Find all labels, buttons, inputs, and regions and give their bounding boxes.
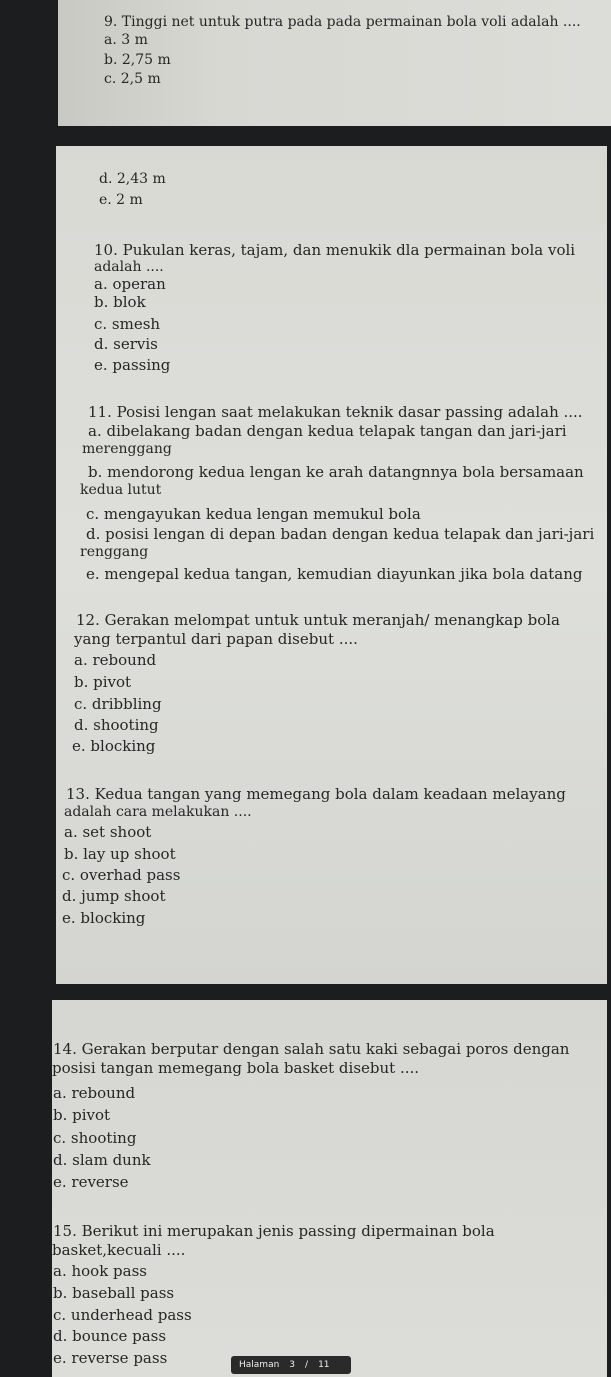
q13-question-line2: adalah cara melakukan .... [64,804,252,820]
q15-option-c: c. underhead pass [53,1306,192,1324]
q12-question-line1: 12. Gerakan melompat untuk untuk meranjah/ menangkap bola [76,611,560,629]
q14-option-a: a. rebound [53,1084,136,1102]
q10-option-b: b. blok [94,293,146,311]
q9-option-d: d. 2,43 m [99,171,166,187]
q13-option-e: e. blocking [62,909,146,927]
q10-question-line2: adalah .... [94,259,164,275]
q11-question: 11. Posisi lengan saat melakukan teknik dasar passing adalah .... [88,403,583,421]
q15-option-d: d. bounce pass [53,1327,167,1345]
q11-option-c: c. mengayukan kedua lengan memukul bola [86,505,421,523]
q13-question-line1: 13. Kedua tangan yang memegang bola dalam keadaan melayang [66,785,566,803]
q14-option-b: b. pivot [53,1106,111,1124]
page-indicator-separator: / [305,1360,309,1370]
q11-option-d-line2: renggang [80,544,149,560]
q15-question-line1: 15. Berikut ini merupakan jenis passing dipermainan bola [53,1222,495,1240]
q12-option-a: a. rebound [74,651,157,669]
q15-option-e: e. reverse pass [53,1349,168,1367]
page-indicator-total: 11 [318,1360,330,1370]
q12-option-c: c. dribbling [74,695,162,713]
page-indicator-label: Halaman [239,1360,280,1370]
q13-option-a: a. set shoot [64,823,152,841]
q12-option-b: b. pivot [74,673,132,691]
q9-option-e: e. 2 m [99,192,143,208]
q11-option-e: e. mengepal kedua tangan, kemudian diayunkan jika bola datang [86,565,583,583]
q9-option-c: c. 2,5 m [104,71,161,87]
q12-question-line2: yang terpantul dari papan disebut .... [74,630,358,648]
q14-question-line2: posisi tangan memegang bola basket disebut .... [52,1059,420,1077]
q10-option-d: d. servis [94,335,158,353]
q11-option-d-line1: d. posisi lengan di depan badan dengan kedua telapak dan jari-jari [86,525,595,543]
page-indicator [231,1356,351,1374]
q14-option-e: e. reverse [53,1173,129,1191]
q12-option-d: d. shooting [74,716,159,734]
q10-question-line1: 10. Pukulan keras, tajam, dan menukik dla permainan bola voli [94,241,576,259]
q15-question-line2: basket,kecuali .... [52,1241,186,1259]
q14-option-d: d. slam dunk [53,1151,151,1169]
q12-option-e: e. blocking [72,737,156,755]
q9-option-b: b. 2,75 m [104,52,171,68]
q11-option-a-line2: merenggang [82,441,172,457]
q10-option-a: a. operan [94,275,166,293]
page-indicator-current: 3 [289,1360,296,1370]
q11-option-b-line1: b. mendorong kedua lengan ke arah datangnnya bola bersamaan [88,463,584,481]
q13-option-d: d. jump shoot [62,887,166,905]
q11-option-a-line1: a. dibelakang badan dengan kedua telapak tangan dan jari-jari [88,422,567,440]
q9-question: 9. Tinggi net untuk putra pada pada permainan bola voli adalah .... [104,14,581,30]
q13-option-b: b. lay up shoot [64,845,176,863]
q14-question-line1: 14. Gerakan berputar dengan salah satu kaki sebagai poros dengan [53,1040,570,1058]
q10-option-e: e. passing [94,356,171,374]
q15-option-a: a. hook pass [53,1262,147,1280]
q9-option-a: a. 3 m [104,32,148,48]
q14-option-c: c. shooting [53,1129,137,1147]
q13-option-c: c. overhad pass [62,866,181,884]
q10-option-c: c. smesh [94,315,161,333]
q15-option-b: b. baseball pass [53,1284,175,1302]
q11-option-b-line2: kedua lutut [80,482,162,498]
